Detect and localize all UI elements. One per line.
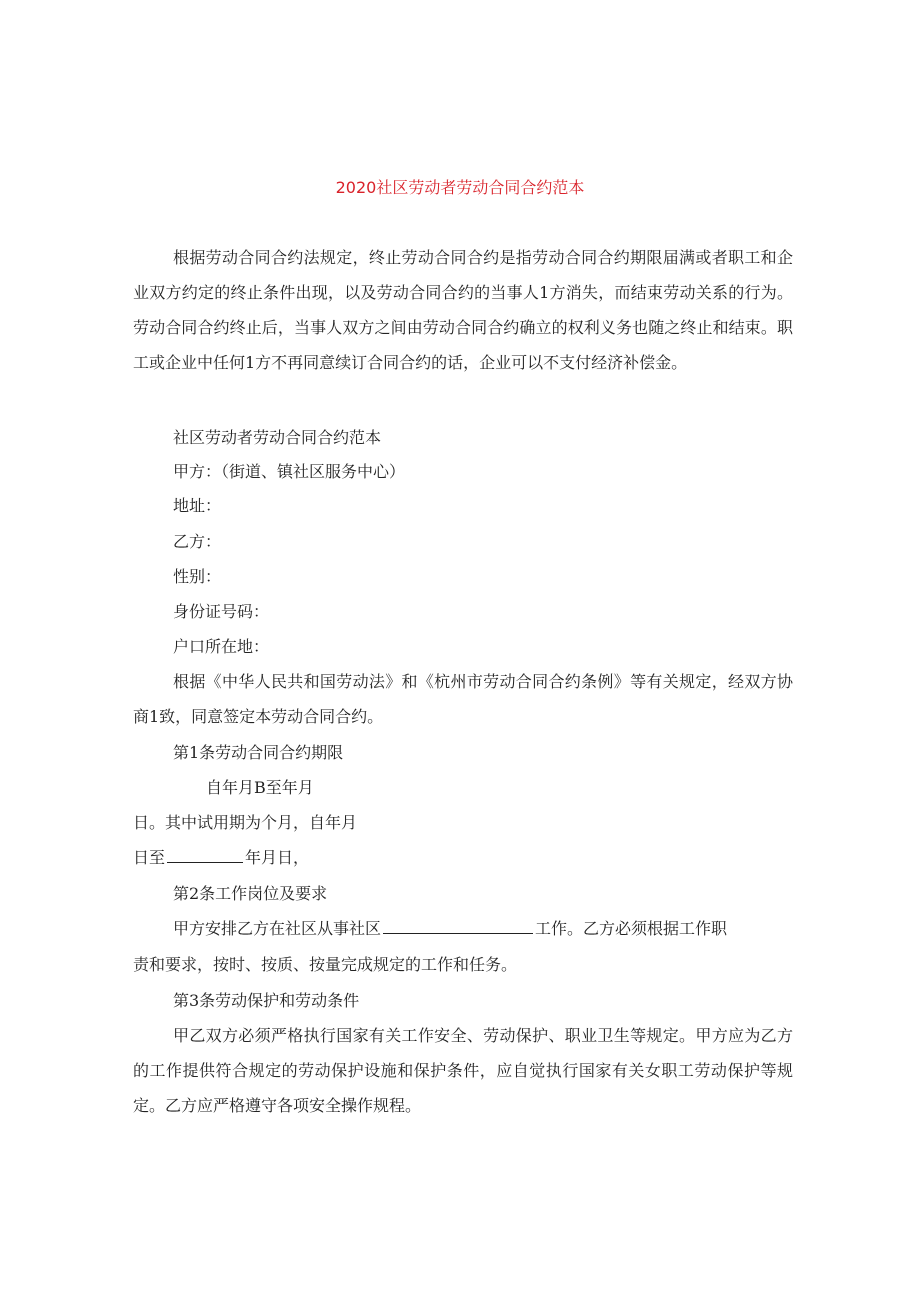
- article-2-line-1-end: 工作。乙方必须根据工作职: [535, 919, 728, 938]
- address-line: 地址：: [173, 496, 222, 515]
- intro-paragraph: 根据劳动合同合约法规定，终止劳动合同合约是指劳动合同合约期限届满或者职工和企业双方约定的终止条件出现，以及劳动合同合约的当事人1方消失，而结束劳动关系的行为。劳动合同合约终止后，当事人双方之间由劳动合同合约确立的权利义务也随之终止和结束。职工或企业中任何1方不再同意续订合同合约的话，企业可以不支付经济补偿金。: [133, 248, 793, 372]
- blank-underline: [383, 917, 533, 934]
- blank-underline: [167, 846, 243, 863]
- gender-line: 性别：: [173, 567, 222, 586]
- article-3-body: 甲乙双方必须严格执行国家有关工作安全、劳动保护、职业卫生等规定。甲方应为乙方的工作提供符合规定的劳动保护设施和保护条件，应自觉执行国家有关女职工劳动保护等规定。乙方应严格遵守各项安全操作规程。: [133, 1026, 793, 1115]
- document-title: 2020社区劳动者劳动合同合约范本: [335, 178, 585, 197]
- article-2-line-1-start: 甲方安排乙方在社区从事社区: [173, 919, 382, 938]
- contract-subtitle: 社区劳动者劳动合同合约范本: [173, 428, 382, 447]
- article-1-heading: 第1条劳动合同合约期限: [173, 743, 344, 762]
- article-2-heading: 第2条工作岗位及要求: [173, 884, 328, 903]
- article-1-line-3-end: 年月日，: [245, 848, 310, 867]
- article-1-line-2: 日。其中试用期为个月，自年月: [133, 813, 358, 832]
- article-1-line-3-start: 日至: [133, 848, 166, 867]
- article-3-heading: 第3条劳动保护和劳动条件: [173, 991, 360, 1010]
- article-1-line-3: [133, 846, 309, 870]
- article-2-line-1: [173, 917, 727, 941]
- party-b-line: 乙方：: [173, 532, 222, 551]
- article-2-line-2: 责和要求，按时、按质、按量完成规定的工作和任务。: [133, 955, 518, 974]
- legal-basis-paragraph: 根据《中华人民共和国劳动法》和《杭州市劳动合同合约条例》等有关规定，经双方协商1致，同意签定本劳动合同合约。: [133, 672, 793, 726]
- party-a-line: 甲方：（街道、镇社区服务中心）: [173, 462, 406, 481]
- household-line: 户口所在地：: [173, 637, 270, 656]
- article-1-line-1: 自年月B至年月: [206, 778, 314, 797]
- id-number-line: 身份证号码：: [173, 602, 270, 621]
